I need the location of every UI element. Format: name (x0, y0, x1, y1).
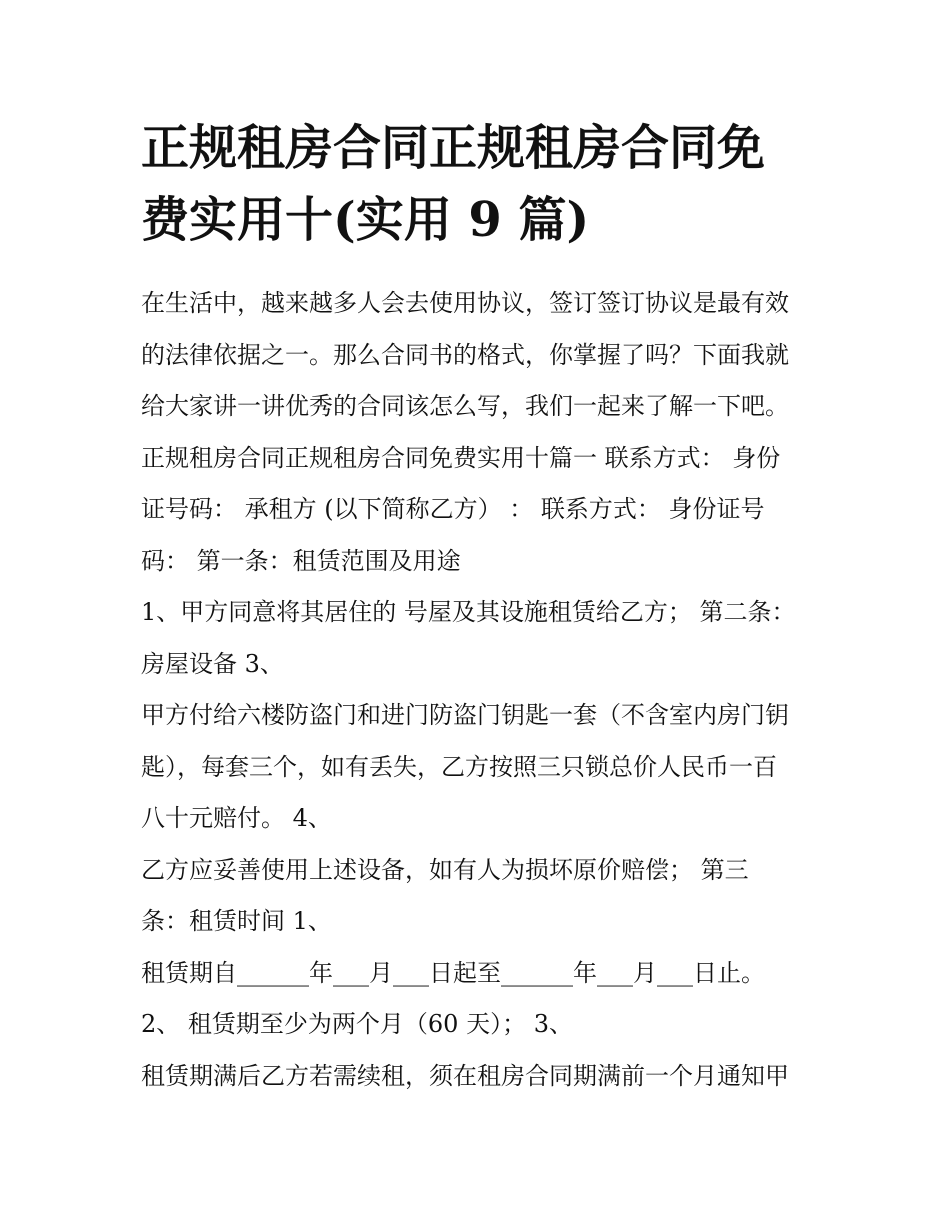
title-line: 费实用十(实用 9 篇) (141, 192, 590, 248)
body-line: 正规租房合同正规租房合同免费实用十篇一 联系方式： 身份 (141, 443, 781, 472)
title-line: 正规租房合同正规租房合同免 (141, 120, 766, 176)
body-line: 八十元赔付。 4、 (141, 804, 332, 832)
body-line: 匙），每套三个，如有丢失，乙方按照三只锁总价人民币一百 (141, 752, 777, 781)
body-line: 1、甲方同意将其居住的 号屋及其设施租赁给乙方； 第二条： (141, 598, 796, 626)
body-line: 证号码： 承租方 (以下简称乙方） ： 联系方式： 身份证号 (141, 495, 765, 523)
body-line: 甲方付给六楼防盗门和进门防盗门钥匙一套（不含室内房门钥 (141, 701, 789, 729)
body-line: 条：租赁时间 1、 (141, 907, 332, 935)
body-line: 租赁期满后乙方若需续租，须在租房合同期满前一个月通知甲 (141, 1061, 789, 1090)
body-line: 码： 第一条：租赁范围及用途 (141, 546, 461, 575)
body-line: 在生活中，越来越多人会去使用协议，签订签订协议是最有效 (141, 289, 789, 317)
body-line: 2、 租赁期至少为两个月（60 天）； 3、 (141, 1010, 573, 1038)
body-line: 给大家讲一讲优秀的合同该怎么写，我们一起来了解一下吧。 (141, 392, 789, 420)
body-line: 租赁期自______年___月___日起至______年___月___日止。 (141, 958, 765, 987)
body-line: 乙方应妥善使用上述设备，如有人为损坏原价赔偿； 第三 (141, 855, 749, 884)
document-body (141, 278, 821, 1102)
body-line: 的法律依据之一。那么合同书的格式，你掌握了吗？下面我就 (141, 340, 789, 369)
body-line: 房屋设备 3、 (141, 649, 284, 678)
document-title (141, 112, 821, 256)
